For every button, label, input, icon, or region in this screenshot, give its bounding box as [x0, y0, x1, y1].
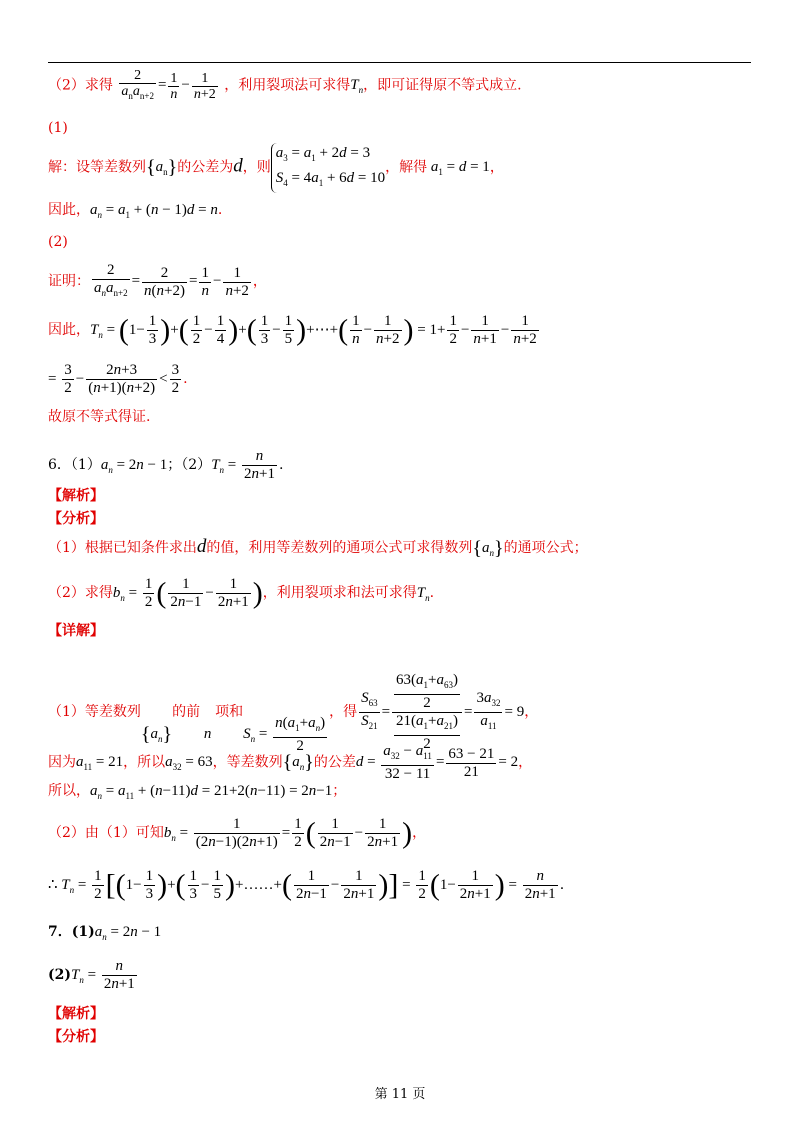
page-number: 第 11 页 — [374, 1087, 426, 1102]
question-7-part1: 7．$(1)a_n = 2n - 1$ — [48, 924, 162, 942]
section-xiangjie: 【详解】 — [48, 623, 104, 639]
analysis-1: （1）根据已知条件求出d的值，利用等差数列的通项公式可求得数列$\{a_n\}$的通项公式； — [48, 536, 588, 560]
detail-2: 因为$a_{11} = 21$，所以$a_{32} = 63$，等差数列$\{a_n\}$的公差d = $\frac{a_{32} - a_{11}}{32 - 11}$ = $\frac{63 - 21}{21}$ = 2， — [48, 743, 533, 782]
section-fenxi-2: 【分析】 — [48, 1029, 104, 1045]
section-jiexi: 【解析】 — [48, 488, 104, 504]
proof-line: 证明： $\frac{2}{a_na_{n+2}}$ = $\frac{2}{n(n+2)}$ = $\frac{1}{n}$ − $\frac{1}{n+2}$ ， — [48, 262, 267, 299]
analysis-2: （2）求得$b_n$ = $\frac{1}{2}$ ( $\frac{1}{2n-1}$ − $\frac{1}{2n+1}$ )，利用裂项求和法可求得$T_n$. — [48, 576, 435, 610]
part-label-1: (1) — [48, 120, 68, 136]
sum-line: 因此，$T_n = (1-$ $\frac{1}{3}$ )+( $\frac{1}{2}$ − $\frac{1}{4}$ )+( $\frac{1}{3}$ − $\frac{1}{5}$ )+⋯+( $\frac{1}{n}$ − $\frac{1}{n+2}$ ) = 1+ $\frac{1}{2}$ − $\frac{1}{n+1}$ − $\frac{1}{n+2}$ — [48, 313, 537, 347]
top-rule — [48, 62, 751, 63]
detail-5: ∴ $T_n$ = $\frac{1}{2}$ [(1− $\frac{1}{3}$ )+( $\frac{1}{3}$ − $\frac{1}{5}$ )+……+( $\frac{1}{2n-1}$ − $\frac{1}{2n+1}$ )] = $\frac{1}{2}$ (1− $\frac{1}{2n+1}$ ) = $\frac{n}{2n+1}$ . — [48, 868, 565, 902]
question-7-part2: $(2)T_n$ = $\frac{n}{2n+1}$ — [48, 958, 135, 992]
detail-4: （2）由（1）可知$b_n$ = $\frac{1}{(2n-1)(2n+1)}$ = $\frac{1}{2}$ ( $\frac{1}{2n-1}$ − $\frac{1}{2n+1}$ )， — [48, 816, 427, 850]
therefore-an: 因此，$a_n = a_1 + (n - 1)d = n$. — [48, 202, 223, 220]
section-jiexi-2: 【解析】 — [48, 1006, 104, 1022]
sum-result: = $\frac{3}{2}$ − $\frac{2n+3}{(n+1)(n+2)}$ < $\frac{3}{2}$ . — [48, 362, 188, 396]
detail-1: （1）等差数列$\{a_n\}$的前 n 项和$S_n$ = $\frac{n(a_1+a_n)}{2}$ ，得 $\frac{S_{63}}{S_{21}}$ = $\frac{\frac{63(a_1+a_{63})}{2}}{\frac{21(a_1+a_{21})}{2}}$ = $\frac{3a_{32}}{a_{11}}$ = 9， — [48, 672, 539, 754]
conclusion: 故原不等式得证. — [48, 409, 151, 425]
hint-part2: （2）求得 $\frac{2}{a_na_{n+2}}$ = $\frac{1}{n}$ − $\frac{1}{n+2}$ ，利用裂项法可求得$T_n$，即可证得原不等式成立. — [48, 68, 522, 102]
part-label-2: (2) — [48, 234, 68, 250]
question-6-answer: 6．$(1)a_n = 2n - 1$；$(2)T_n$ = $\frac{n}{2n+1}$ . — [48, 448, 284, 482]
section-fenxi: 【分析】 — [48, 511, 104, 527]
solution-part1: 解：设等差数列$\{a_n\}$的公差为d，则 $a_3 = a_1 + 2d = 3$ $S_4 = 4a_1 + 6d = 10$ ，解得 $a_1 = d = 1$， — [48, 143, 504, 193]
detail-3: 所以，$a_n = a_{11} + (n-11)d = 21+2(n-11) = 2n-1$； — [48, 783, 347, 801]
